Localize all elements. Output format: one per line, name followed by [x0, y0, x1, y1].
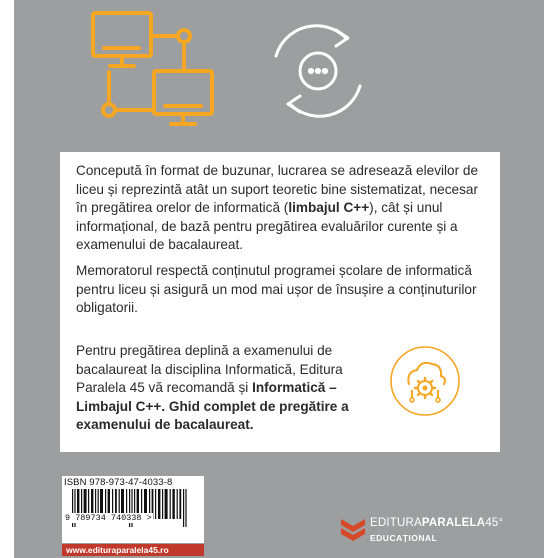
p3-text-start: Pentru pregătirea deplină a examenului de bacalaureat la disciplina Informatică, Editura Paralela 45 vă recomandă și	[76, 343, 343, 396]
top-illustration	[14, 0, 544, 150]
p1-text-start: Concepută în format de buzunar, lucrarea se adresează elevilor de liceu și reprezintă atât un suport teoretic bine sistematizat, necesar în pregătirea orelor de informatică (	[76, 163, 479, 216]
publisher-name	[370, 517, 503, 529]
publisher-name-bold: PARALELA	[421, 517, 486, 529]
book-back-cover	[14, 0, 544, 558]
publisher-logo-icon	[340, 516, 366, 544]
publisher-subline: EDUCAȚIONAL	[370, 533, 438, 543]
isbn-number: ISBN 978-973-47-4033-8	[64, 477, 173, 488]
p1-text-end: ), cât și unul informațional, de bază pentru pregătirea evaluărilor curente și a examenului de bacalaureat.	[76, 200, 458, 253]
p1-bold-text: limbajul C++	[288, 200, 370, 216]
publisher-name-suffix: 45°	[485, 517, 504, 529]
description-panel	[60, 152, 500, 452]
sync-icon	[276, 26, 360, 117]
description-paragraph-2: Memoratorul respectă conținutul programei școlare de informatică pentru liceu și asigură un mod mai ușor de însușire a conținuturilor obligatorii.	[76, 263, 477, 316]
barcode	[62, 476, 204, 543]
website-url[interactable]: www.edituraparalela45.ro	[66, 545, 169, 555]
description-paragraph-1	[76, 162, 486, 255]
publisher-name-light: EDITURA	[370, 517, 422, 529]
p3-bold-text: Informatică – Limbajul C++. Ghid complet de pregătire a examenului de bacalaureat.	[76, 380, 349, 433]
description-paragraph-3	[76, 342, 376, 435]
network-computers-icon	[93, 13, 212, 124]
website-strip	[62, 544, 204, 556]
barcode-digits: 9 789734 740338 >	[65, 513, 152, 523]
publisher-logo	[340, 514, 540, 550]
cloud-gear-icon	[390, 346, 460, 416]
